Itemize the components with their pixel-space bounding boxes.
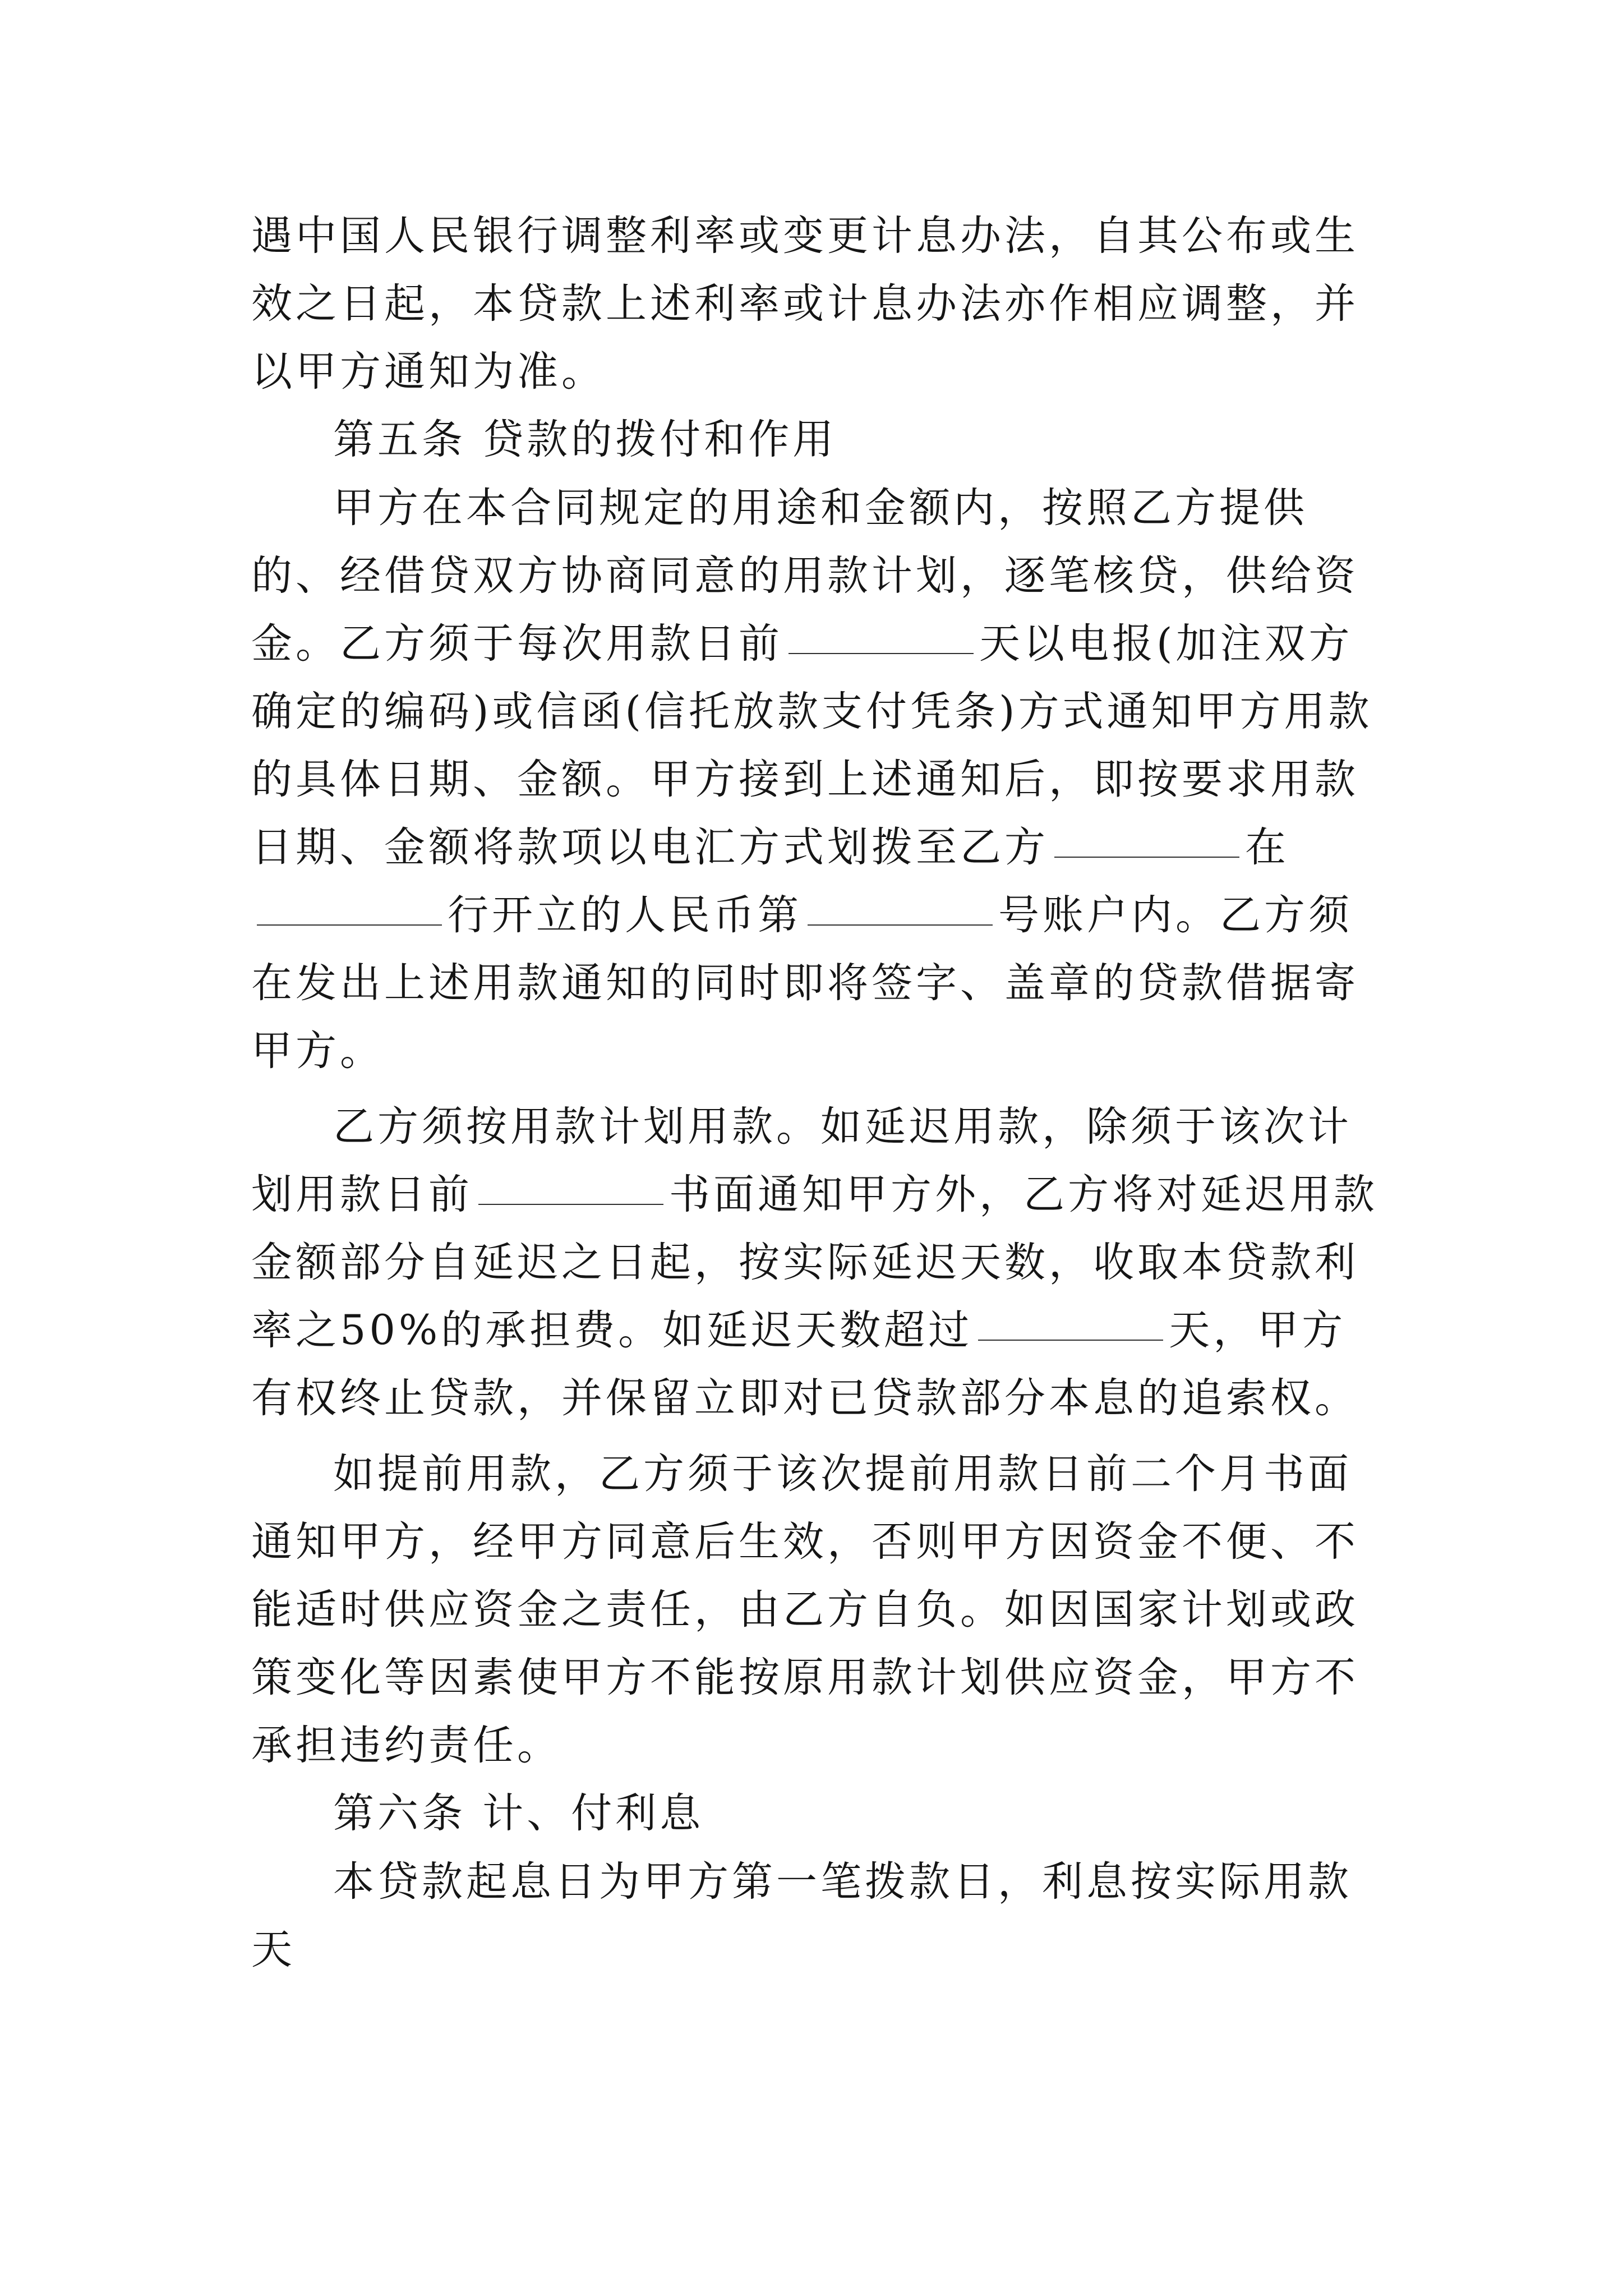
paragraph-disbursement-part-1: 甲方在本合同规定的用途和金额内，按照乙方提供的、经借贷双方协商同意的用款计划，逐笔核贷，供给资金。乙方须于每次用款日前 xyxy=(251,484,1359,668)
blank-bank-name xyxy=(257,924,442,926)
paragraph-delayed-use-part-1: 乙方须按用款计划用款。如延迟用款，除须于该次计划用款日前 xyxy=(251,1103,1352,1218)
section-heading-article-5: 第五条 贷款的拨付和作用 xyxy=(333,416,837,463)
paragraph-rate-adjustment: 遇中国人民银行调整利率或变更计息办法，自其公布或生效之日起，本贷款上述利率或计息办法亦作相应调整，并以甲方通知为准。 xyxy=(251,212,1359,395)
paragraph-disbursement-part-5: 号账户内。乙方须在发出上述用款通知的同时即将签字、盖章的贷款借据寄甲方。 xyxy=(251,891,1359,1075)
blank-delay-days-limit xyxy=(978,1339,1163,1341)
paragraph-disbursement xyxy=(251,474,1390,1085)
section-heading-article-6: 第六条 计、付利息 xyxy=(333,1789,704,1837)
paragraph-disbursement-part-2: 天以电报(加注双方确定的编码)或信函(信托放款支付凭条)方式通知甲方用款的具体日期、金额。甲方接到上述通知后，即按要求用款日期、金额将款项以电汇方式划拨至乙方 xyxy=(251,620,1373,871)
document-body xyxy=(251,202,1390,1984)
paragraph-delayed-use-part-2: 书面通知甲方外，乙方将对延迟用款金额部分自延迟之日起，按实际延迟天数，收取本贷款利率之50%的承担费。如延迟天数超过 xyxy=(251,1171,1378,1354)
paragraph-disbursement-part-3: 在 xyxy=(1245,823,1289,871)
blank-notice-period xyxy=(478,1203,663,1205)
paragraph-early-use: 如提前用款，乙方须于该次提前用款日前二个月书面通知甲方，经甲方同意后生效，否则甲方因资金不便、不能适时供应资金之责任，由乙方自负。如因国家计划或政策变化等因素使甲方不能按原用款计划供应资金，甲方不承担违约责任。 xyxy=(251,1450,1359,1769)
blank-borrower-name xyxy=(1054,856,1239,858)
paragraph-delayed-use xyxy=(251,1093,1390,1432)
paragraph-interest-start: 本贷款起息日为甲方第一笔拨款日，利息按实际用款天 xyxy=(251,1858,1352,1973)
paragraph-disbursement-part-4: 行开立的人民币第 xyxy=(448,891,802,939)
paragraph-delayed-use-part-3: 天，甲方有权终止贷款，并保留立即对已贷款部分本息的追索权。 xyxy=(251,1306,1359,1422)
blank-account-number xyxy=(808,924,993,926)
blank-days-before-notice xyxy=(789,652,974,654)
